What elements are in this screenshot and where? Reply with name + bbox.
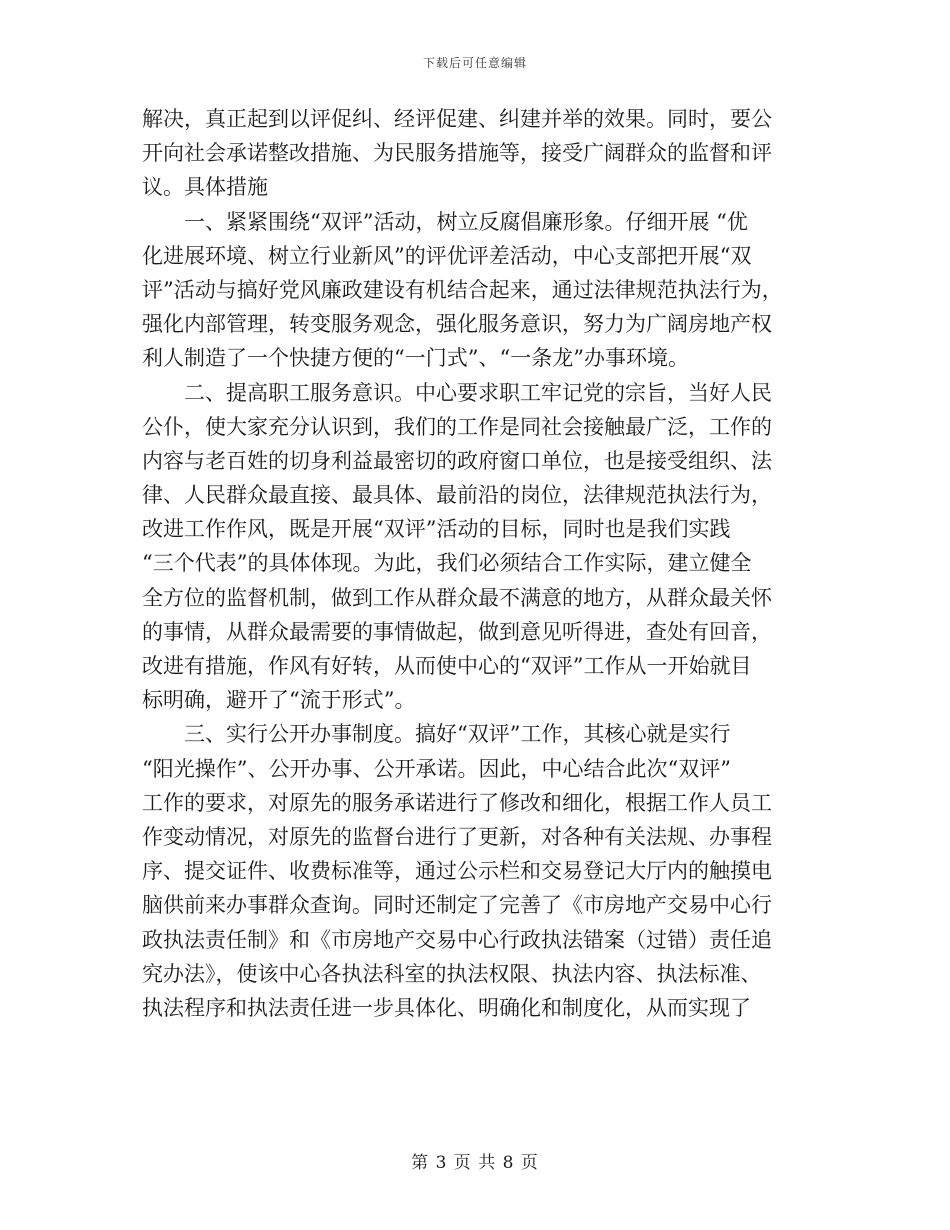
text-line: “阳光操作”、公开办事、公开承诺。因此，中心结合此次“双评”: [142, 756, 731, 781]
text-line: 公仆，使大家充分认识到，我们的工作是同社会接触最广泛，工作的: [142, 414, 772, 439]
text-line: 内容与老百姓的切身利益最密切的政府窗口单位，也是接受组织、法: [142, 448, 772, 473]
text-line: 全方位的监督机制，做到工作从群众最不满意的地方，从群众最关怀: [142, 585, 772, 610]
text-line: 脑供前来办事群众查询。同时还制定了完善了《市房地产交易中心行: [142, 893, 772, 918]
text-line: 律、人民群众最直接、最具体、最前沿的岗位，法律规范执法行为，: [142, 483, 772, 508]
text-line: 政执法责任制》和《市房地产交易中心行政执法错案（过错）责任追: [142, 927, 772, 952]
text-line: 标明确，避开了“流于形式”。: [142, 688, 416, 713]
text-line: 评”活动与搞好党风廉政建设有机结合起来，通过法律规范执法行为，: [142, 277, 783, 302]
page-header: 下载后可任意编辑: [422, 56, 527, 70]
text-line: 执法程序和执法责任进一步具体化、明确化和制度化，从而实现了: [142, 995, 751, 1020]
text-line: 工作的要求，对原先的服务承诺进行了修改和细化，根据工作人员工: [142, 790, 772, 815]
text-line: 改进有措施，作风有好转，从而使中心的“双评”工作从一开始就目: [142, 654, 752, 678]
text-line: 强化内部管理，转变服务观念，强化服务意识，努力为广阔房地产权: [142, 312, 772, 337]
document-body: [142, 102, 810, 1025]
text-line: 作变动情况，对原先的监督台进行了更新，对各种有关法规、办事程: [142, 824, 772, 849]
text-line: “三个代表”的具体体现。为此，我们必须结合工作实际，建立健全: [142, 551, 752, 576]
text-line: 的事情，从群众最需要的事情做起，做到意见听得进，查处有回音，: [142, 619, 772, 644]
text-line: 利人制造了一个快捷方便的“一门式”、“一条龙”办事环境。: [142, 346, 689, 371]
text-line: 序、提交证件、收费标准等，通过公示栏和交易登记大厅内的触摸电: [142, 859, 772, 884]
page-number: 第 3 页 共 8 页: [411, 1153, 539, 1173]
paragraph-start-line: 三、实行公开办事制度。搞好“双评”工作，其核心就是实行: [184, 722, 731, 747]
text-line: 究办法》，使该中心各执法科室的执法权限、执法内容、执法标准、: [142, 961, 762, 986]
text-line: 开向社会承诺整改措施、为民服务措施等，接受广阔群众的监督和评: [142, 141, 772, 166]
text-line: 改进工作作风，既是开展“双评”活动的目标，同时也是我们实践: [142, 517, 731, 542]
paragraph-start-line: 二、提高职工服务意识。中心要求职工牢记党的宗旨，当好人民: [184, 380, 772, 405]
text-line: 解决，真正起到以评促纠、经评促建、纠建并举的效果。同时，要公: [142, 107, 772, 131]
paragraph-start-line: 一、紧紧围绕“双评”活动，树立反腐倡廉形象。仔细开展 “优: [184, 209, 748, 234]
text-line: 议。具体措施: [142, 175, 268, 200]
text-line: 化进展环境、树立行业新风”的评优评差活动，中心支部把开展“双: [142, 243, 752, 268]
